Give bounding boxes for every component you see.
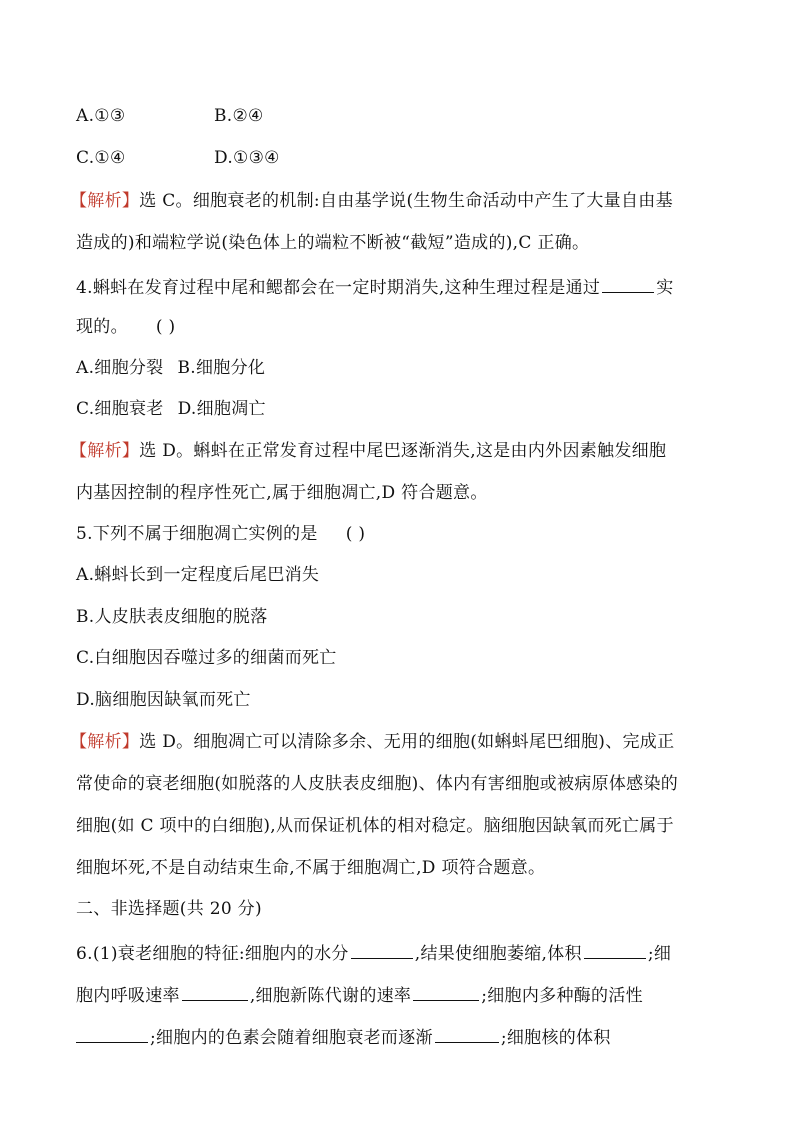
q5-option-c: C.白细胞因吞噬过多的细菌而死亡	[76, 648, 337, 668]
q4-analysis-tag: 【解析】	[70, 441, 140, 461]
q4-option-a: A.细胞分裂	[76, 358, 164, 378]
q6-blank-enzyme[interactable]	[76, 1024, 148, 1043]
q3-option-d: D.①③④	[214, 148, 280, 168]
q5-analysis-tag: 【解析】	[70, 732, 140, 752]
q3-option-c: C.①④	[76, 148, 126, 168]
q4-option-c: C.细胞衰老	[76, 399, 164, 419]
q4-analysis-line-1	[70, 440, 734, 462]
q6-blank-water[interactable]	[351, 940, 413, 959]
q6-blank-metabolism[interactable]	[413, 982, 479, 1001]
q5-stem-text: 5.下列不属于细胞凋亡实例的是	[76, 524, 318, 544]
q6-text-2b: ,细胞新陈代谢的速率	[249, 986, 412, 1006]
q5-stem-line	[76, 523, 734, 545]
q6-blank-respiration[interactable]	[182, 982, 248, 1001]
q5-option-b: B.人皮肤表皮细胞的脱落	[76, 607, 268, 627]
q6-text-1b: ,结果使细胞萎缩,体积	[414, 944, 582, 964]
q3-option-a: A.①③	[76, 106, 126, 126]
q5-option-a: A.蝌蚪长到一定程度后尾巴消失	[76, 565, 320, 585]
q3-analysis-tag: 【解析】	[70, 191, 140, 211]
q5-analysis-line-4: 细胞坏死,不是自动结束生命,不属于细胞凋亡,D 项符合题意。	[76, 858, 546, 878]
q6-line-2	[76, 982, 734, 1007]
q6-blank-volume[interactable]	[584, 940, 646, 959]
q4-analysis-line-2: 内基因控制的程序性死亡,属于细胞凋亡,D 符合题意。	[76, 483, 488, 503]
q4-stem-text-1: 4.蝌蚪在发育过程中尾和鳃都会在一定时期消失,这种生理过程是通过	[76, 278, 601, 298]
q4-answer-paren[interactable]: ( )	[155, 317, 176, 337]
q4-stem-text-3: 现的。	[76, 317, 128, 337]
q3-analysis-text-1: 选 C。细胞衰老的机制:自由基学说(生物生命活动中产生了大量自由基	[139, 191, 673, 211]
q3-options-row-2	[76, 147, 734, 169]
q4-stem-line-2	[76, 316, 734, 338]
q6-line-1	[76, 940, 734, 965]
q4-analysis-text-1: 选 D。蝌蚪在正常发育过程中尾巴逐渐消失,这是由内外因素触发细胞	[139, 441, 667, 461]
q4-option-b: B.细胞分化	[177, 358, 266, 378]
q3-options-row-1	[76, 105, 734, 127]
q6-text-1a: 6.(1)衰老细胞的特征:细胞内的水分	[76, 944, 349, 964]
q5-analysis-line-3: 细胞(如 C 项中的白细胞),从而保证机体的相对稳定。脑细胞因缺氧而死亡属于	[76, 816, 674, 836]
q4-answer-blank[interactable]	[602, 274, 654, 293]
q6-blank-pigment[interactable]	[435, 1024, 499, 1043]
q5-option-d: D.脑细胞因缺氧而死亡	[76, 690, 251, 710]
q3-option-b: B.②④	[214, 106, 264, 126]
q4-options-row-2	[76, 398, 734, 420]
q4-stem-text-2: 实	[656, 278, 674, 298]
section-title: 二、非选择题(共 20 分)	[76, 899, 262, 919]
q5-analysis-line-1	[70, 731, 734, 753]
q6-text-1c: ;细	[647, 944, 672, 964]
q6-text-3c: ;细胞核的体积	[500, 1028, 611, 1048]
q4-option-d: D.细胞凋亡	[177, 399, 266, 419]
q4-stem-line-1	[76, 274, 734, 299]
q5-answer-paren[interactable]: ( )	[345, 524, 366, 544]
q6-line-3	[76, 1024, 734, 1049]
q5-analysis-text-1: 选 D。细胞凋亡可以清除多余、无用的细胞(如蝌蚪尾巴细胞)、完成正	[139, 732, 675, 752]
q6-text-3b: ;细胞内的色素会随着细胞衰老而逐渐	[150, 1028, 433, 1048]
q4-options-row-1	[76, 357, 734, 379]
q3-analysis-line-1	[70, 190, 734, 212]
q6-text-2c: ;细胞内多种酶的活性	[481, 986, 643, 1006]
q6-text-2a: 胞内呼吸速率	[76, 986, 180, 1006]
q3-analysis-line-2: 造成的)和端粒学说(染色体上的端粒不断被“截短”造成的),C 正确。	[76, 233, 590, 253]
q5-analysis-line-2: 常使命的衰老细胞(如脱落的人皮肤表皮细胞)、体内有害细胞或被病原体感染的	[76, 774, 679, 794]
